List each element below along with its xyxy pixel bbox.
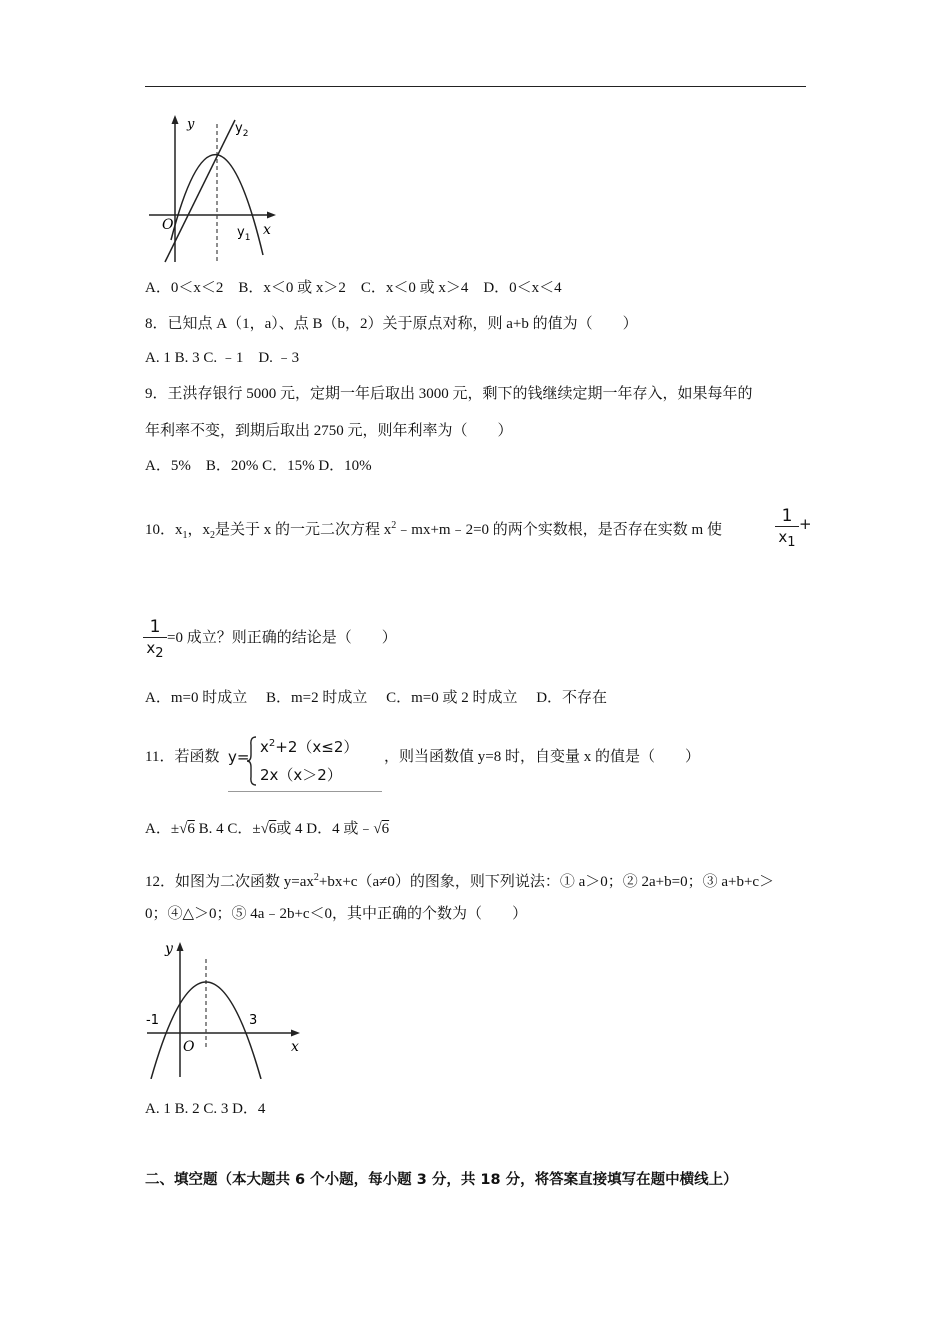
q7-y2-label: $y_2$ bbox=[235, 121, 249, 139]
q7-origin-label: O bbox=[162, 217, 174, 233]
q8-stem: 8．已知点 A（1，a）、点 B（b，2）关于原点对称，则 a+b 的值为（ ） bbox=[145, 316, 638, 332]
q11-piecewise-function bbox=[228, 733, 382, 792]
q10-options: A．m=0 时成立 B．m=2 时成立 C．m=0 或 2 时成立 D．不存在 bbox=[145, 690, 608, 706]
sqrt-symbol: √6 bbox=[179, 821, 195, 837]
q7-y1-label: $y_1$ bbox=[237, 225, 251, 243]
q12-y-axis-label: y bbox=[165, 941, 173, 957]
q11-case-2: 2x（x＞2） bbox=[260, 766, 342, 784]
q10-stem-end: =0 成立？则正确的结论是（ ） bbox=[167, 630, 397, 646]
q7-x-axis-label: x bbox=[263, 222, 271, 238]
q10-fraction-2: 1 $x_2$ bbox=[143, 617, 167, 664]
q11-options: A．±√6 B. 4 C．±√6或 4 D．4 或﹣√6 bbox=[145, 821, 390, 837]
q9-stem-line2: 年利率不变，到期后取出 2750 元，则年利率为（ ） bbox=[145, 423, 513, 439]
q12-origin-label: O bbox=[183, 1039, 195, 1055]
q10-fraction-1: 1 $x_1$ bbox=[775, 506, 799, 553]
q12-root-neg1-label: -1 bbox=[146, 1013, 159, 1028]
q9-options: A．5% B．20% C．15% D．10% bbox=[145, 458, 372, 474]
q11-y-equals: y= bbox=[228, 748, 250, 766]
q12-root-3-label: 3 bbox=[249, 1013, 258, 1028]
q12-stem-line1: 12．如图为二次函数 $y=ax^2+bx+c(a\ne 0)$的图象，则下列说法：① a＞0；② 2a+b=0；③ a+b+c＞ bbox=[145, 872, 775, 890]
sqrt-symbol: √6 bbox=[373, 821, 390, 837]
q12-stem-line2: 0；④△＞0；⑤ 4a﹣2b+c＜0，其中正确的个数为（ ） bbox=[145, 906, 528, 922]
q10-plus: + bbox=[799, 515, 812, 533]
q9-stem-line1: 9．王洪存银行 5000 元，定期一年后取出 3000 元，剩下的钱继续定期一年存入，如果每年的 bbox=[145, 386, 753, 402]
q11-stem-start: 11．若函数 bbox=[145, 749, 220, 765]
q11-stem-end: ，则当函数值 y=8 时，自变量 x 的值是（ ） bbox=[384, 749, 700, 765]
sqrt-symbol: √6 bbox=[260, 821, 277, 837]
q7-y-axis-label: y bbox=[187, 117, 195, 132]
q7-options: A．0＜x＜2 B．x＜0 或 x＞2 C．x＜0 或 x＞4 D．0＜x＜4 bbox=[145, 280, 562, 296]
q8-options: A. 1 B. 3 C. ﹣1 D. ﹣3 bbox=[145, 350, 300, 366]
header-rule bbox=[145, 86, 806, 87]
q11-case-1: $x^2+2(x\le 2)$ bbox=[260, 738, 359, 756]
q12-graph bbox=[145, 939, 303, 1079]
q12-x-axis-label: x bbox=[291, 1039, 299, 1055]
section2-title: 二、填空题（本大题共 6 个小题，每小题 3 分，共 18 分，将答案直接填写在题中横线上） bbox=[145, 1172, 738, 1188]
q12-options: A. 1 B. 2 C. 3 D．4 bbox=[145, 1101, 266, 1117]
q7-graph bbox=[145, 112, 277, 264]
q10-stem: 10．$x_1$，$x_2$是关于 x 的一元二次方程 $x^2﹣mx+m﹣2=0$ 的两个实数根，是否存在实数 m 使 bbox=[145, 520, 722, 541]
q11-brace bbox=[246, 735, 258, 787]
